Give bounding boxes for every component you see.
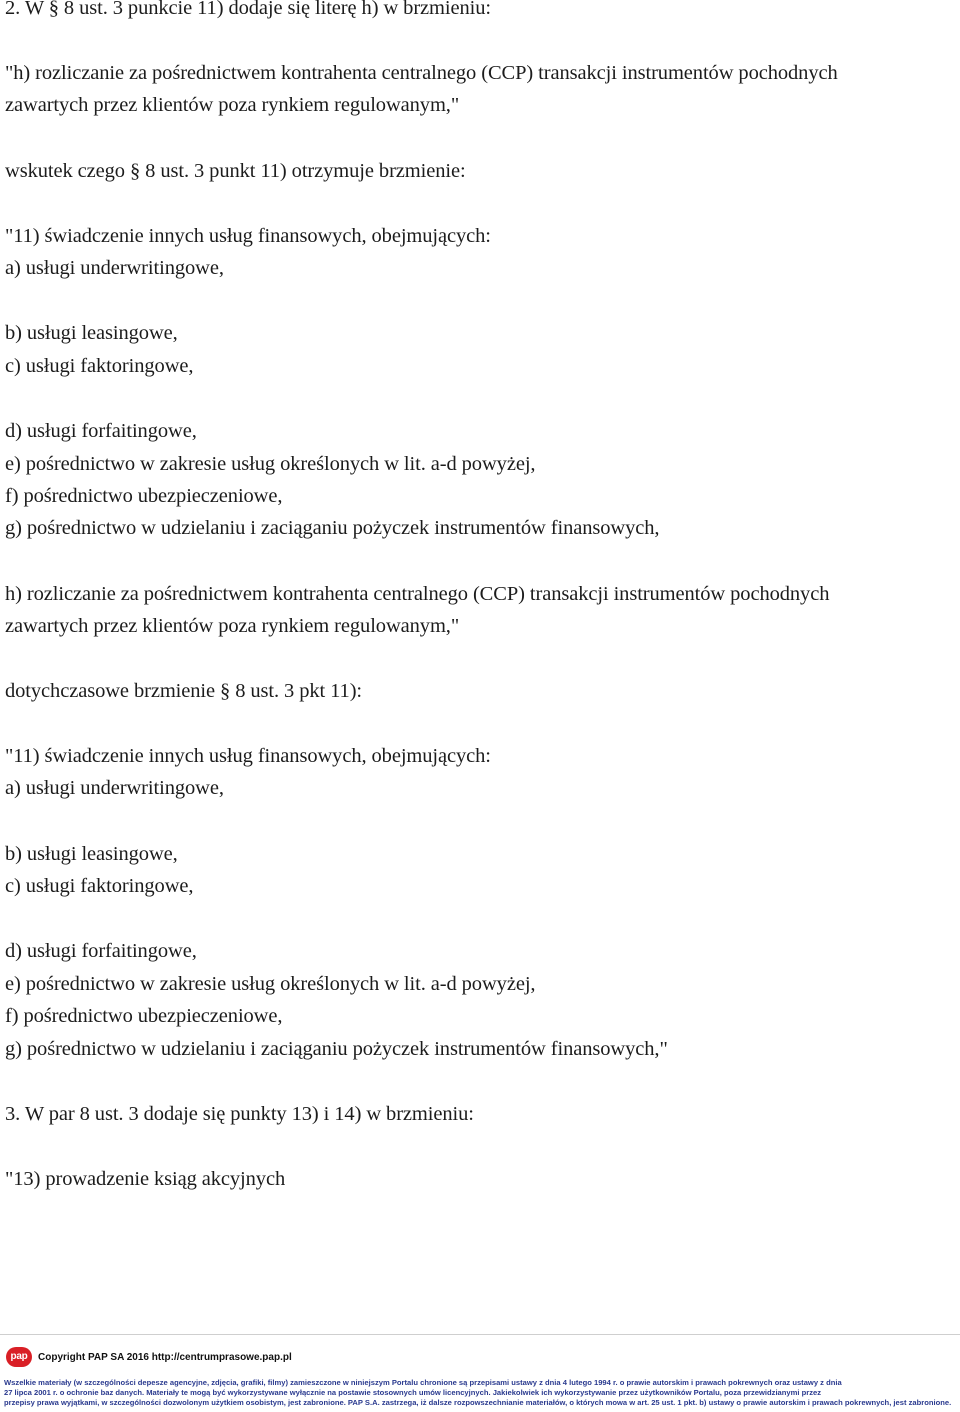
list-item: f) pośrednictwo ubezpieczeniowe,	[5, 485, 283, 507]
list-item: c) usługi faktoringowe,	[5, 355, 194, 377]
legal-disclaimer	[4, 1378, 954, 1408]
list-item: f) pośrednictwo ubezpieczeniowe,	[5, 1005, 283, 1027]
list-item: d) usługi forfaitingowe,	[5, 940, 197, 962]
paragraph-line: dotychczasowe brzmienie § 8 ust. 3 pkt 11):	[5, 680, 363, 702]
disclaimer-line: Wszelkie materiały (w szczególności depesze agencyjne, zdjęcia, grafiki, filmy) zamieszczone w niniejszym Portalu chronione są przepisami ustawy z dnia 4 lutego 1994 r. o prawie autorskim i prawach pokrewnych oraz ustawy z dnia	[4, 1378, 842, 1387]
list-item: d) usługi forfaitingowe,	[5, 420, 197, 442]
disclaimer-line: przepisy prawa wyjątkami, w szczególności dozwolonym użytkiem osobistym, jest zabronione. PAP S.A. zastrzega, iż dalsze rozpowszechnianie materiałów, o których mowa w art. 25 ust. 1 pkt. b) ustawy o prawie autorskim i prawach pokrewnych, jest zabronione.	[4, 1398, 952, 1407]
list-item: b) usługi leasingowe,	[5, 843, 178, 865]
copyright-text: Copyright PAP SA 2016 http://centrumprasowe.pap.pl	[38, 1352, 292, 1363]
list-item: e) pośrednictwo w zakresie usług określonych w lit. a-d powyżej,	[5, 453, 536, 475]
paragraph-line: "11) świadczenie innych usług finansowych, obejmujących:	[5, 745, 491, 767]
list-item: h) rozliczanie za pośrednictwem kontrahenta centralnego (CCP) transakcji instrumentów pochodnych	[5, 583, 830, 605]
pap-logo: pap	[6, 1347, 32, 1367]
list-item: a) usługi underwritingowe,	[5, 777, 224, 799]
list-item: e) pośrednictwo w zakresie usług określonych w lit. a-d powyżej,	[5, 973, 536, 995]
list-item: g) pośrednictwo w udzielaniu i zaciąganiu pożyczek instrumentów finansowych,"	[5, 1038, 668, 1060]
paragraph-line: 3. W par 8 ust. 3 dodaje się punkty 13) i 14) w brzmieniu:	[5, 1103, 474, 1125]
paragraph-line: "h) rozliczanie za pośrednictwem kontrahenta centralnego (CCP) transakcji instrumentów pochodnych	[5, 62, 838, 84]
disclaimer-line: 27 lipca 2001 r. o ochronie baz danych. Materiały te mogą być wykorzystywane wyłącznie na postawie stosownych umów licencyjnych. Jakiekolwiek ich wykorzystywanie przez użytkowników Portalu, poza przewidzianymi przez	[4, 1388, 822, 1397]
list-item: g) pośrednictwo w udzielaniu i zaciąganiu pożyczek instrumentów finansowych,	[5, 517, 660, 539]
list-item: zawartych przez klientów poza rynkiem regulowanym,"	[5, 615, 460, 637]
page-footer	[0, 1334, 960, 1412]
list-item: a) usługi underwritingowe,	[5, 257, 224, 279]
paragraph-line: "13) prowadzenie ksiąg akcyjnych	[5, 1168, 286, 1190]
list-item: c) usługi faktoringowe,	[5, 875, 194, 897]
paragraph-line: "11) świadczenie innych usług finansowych, obejmujących:	[5, 225, 491, 247]
paragraph-line: 2. W § 8 ust. 3 punkcie 11) dodaje się literę h) w brzmieniu:	[5, 0, 491, 19]
list-item: b) usługi leasingowe,	[5, 322, 178, 344]
paragraph-line: zawartych przez klientów poza rynkiem regulowanym,"	[5, 94, 460, 116]
paragraph-line: wskutek czego § 8 ust. 3 punkt 11) otrzymuje brzmienie:	[5, 160, 466, 182]
